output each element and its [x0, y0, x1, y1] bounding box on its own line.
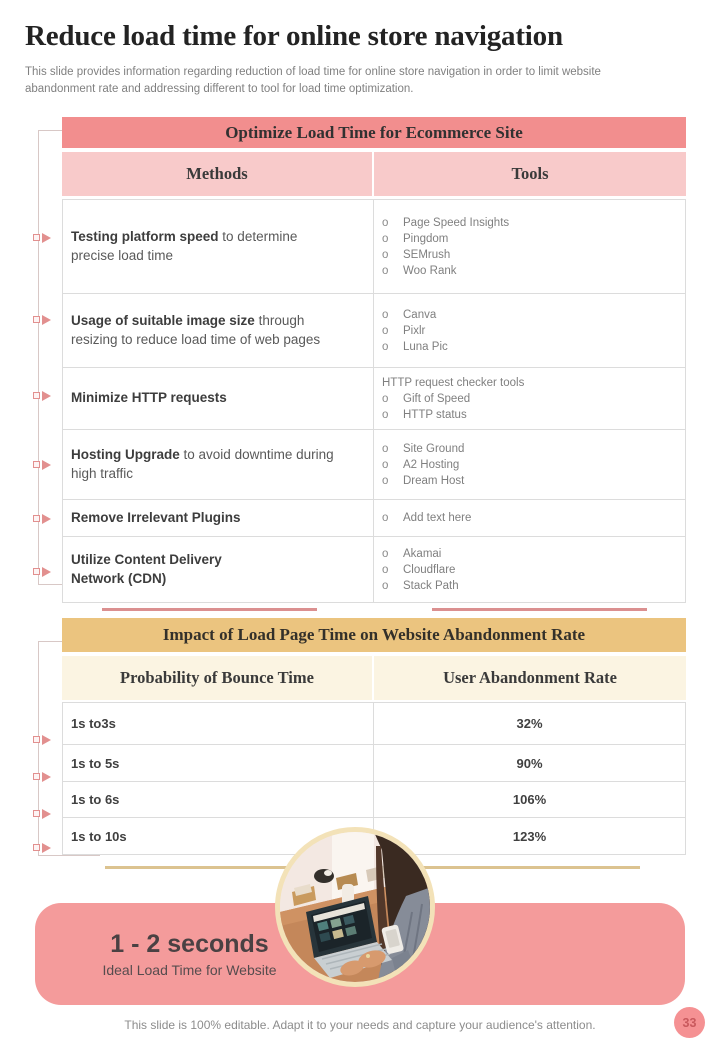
marker-square: [33, 234, 40, 241]
method-lead: Minimize HTTP requests: [71, 390, 227, 406]
tools-cell: [374, 537, 685, 602]
table-row: [63, 703, 685, 745]
method-lead: Usage of suitable image size: [71, 313, 255, 329]
marker-arrow: [42, 809, 51, 819]
method-rest: to determine precise load time: [71, 229, 298, 263]
tool-item: o Akamai: [382, 546, 681, 562]
impact-table-header-row: [62, 656, 686, 700]
tool-item: o Page Speed Insights: [382, 215, 681, 231]
method-rest: through resizing to reduce load time of web pages: [71, 313, 321, 347]
row-marker-icon: [33, 809, 53, 819]
bracket-line: [38, 641, 62, 642]
tool-item: o SEMrush: [382, 247, 681, 263]
method-rest: to avoid downtime during high traffic: [71, 447, 334, 481]
tool-item: o Stack Path: [382, 578, 681, 594]
bracket-line: [38, 130, 62, 131]
marker-square: [33, 515, 40, 522]
optimize-table-title: Optimize Load Time for Ecommerce Site: [62, 117, 686, 148]
marker-square: [33, 736, 40, 743]
bounce-time-cell: 1s to 5s: [63, 745, 374, 781]
row-marker-icon: [33, 735, 53, 745]
bounce-time-cell: 1s to 10s: [63, 818, 374, 854]
abandonment-rate-cell: 106%: [512, 792, 547, 807]
optimize-load-time-table: [62, 117, 686, 603]
bracket-line: [38, 584, 62, 585]
marker-square: [33, 844, 40, 851]
marker-arrow: [42, 567, 51, 577]
tool-item: o Cloudflare: [382, 562, 681, 578]
tool-item: o HTTP status: [382, 407, 681, 423]
abandonment-rate-cell: 90%: [516, 755, 543, 771]
marker-arrow: [42, 315, 51, 325]
impact-table-title: Impact of Load Page Time on Website Abandonment Rate: [62, 618, 686, 652]
footer-note: This slide is 100% editable. Adapt it to your needs and capture your audience's attention.: [124, 1018, 596, 1032]
table-row: [63, 294, 685, 368]
tools-cell: [374, 294, 685, 367]
page-subtitle: This slide provides information regarding reduction of load time for online store navigation in order to limit website abandonment rate and addressing different to tool for load time optimization.: [25, 66, 601, 96]
ideal-load-time-label: Ideal Load Time for Website: [102, 962, 277, 978]
marker-arrow: [42, 514, 51, 524]
abandonment-rate-cell: 32%: [516, 716, 543, 731]
bracket-line: [38, 641, 39, 855]
row-marker-icon: [33, 391, 53, 401]
table-row: [63, 368, 685, 430]
method-cell: [63, 200, 374, 293]
row-marker-icon: [33, 460, 53, 470]
marker-square: [33, 461, 40, 468]
method-cell: [63, 294, 374, 367]
marker-square: [33, 773, 40, 780]
abandonment-rate-column-header: User Abandonment Rate: [443, 668, 617, 687]
row-marker-icon: [33, 315, 53, 325]
tool-item: o Gift of Speed: [382, 391, 681, 407]
method-lead: Utilize Content Delivery Network (CDN): [71, 552, 222, 586]
abandonment-rate-cell: 123%: [512, 828, 547, 844]
marker-arrow: [42, 233, 51, 243]
marker-square: [33, 568, 40, 575]
row-marker-icon: [33, 772, 53, 782]
table-row: [63, 537, 685, 602]
marker-square: [33, 392, 40, 399]
underline-bar: [432, 608, 647, 611]
tool-item: o Add text here: [382, 510, 681, 526]
marker-square: [33, 810, 40, 817]
tools-cell: [374, 200, 685, 293]
tool-item: o Woo Rank: [382, 263, 681, 279]
methods-column-header: Methods: [62, 152, 374, 196]
bounce-time-cell: 1s to3s: [63, 703, 374, 744]
impact-table: [62, 618, 686, 855]
underline-bar: [102, 608, 317, 611]
method-cell: [63, 430, 374, 499]
marker-arrow: [42, 772, 51, 782]
method-lead: Remove Irrelevant Plugins: [71, 509, 241, 525]
tools-cell: [374, 368, 685, 429]
table-row: [63, 430, 685, 500]
marker-arrow: [42, 460, 51, 470]
row-marker-icon: [33, 233, 53, 243]
tools-cell: [374, 500, 685, 536]
marker-arrow: [42, 735, 51, 745]
row-marker-icon: [33, 843, 53, 853]
page-number-badge: 33: [674, 1007, 705, 1038]
tool-item: o Dream Host: [382, 473, 681, 489]
tools-cell: [374, 430, 685, 499]
optimize-table-header-row: [62, 152, 686, 196]
row-marker-icon: [33, 567, 53, 577]
marker-square: [33, 316, 40, 323]
tools-column-header: Tools: [511, 164, 549, 183]
method-cell: [63, 500, 374, 536]
table-row: [63, 745, 685, 782]
method-lead: Hosting Upgrade: [71, 447, 180, 463]
marker-arrow: [42, 843, 51, 853]
tool-item: o Canva: [382, 307, 681, 323]
method-cell: [63, 368, 374, 429]
ideal-load-time-text: [77, 903, 302, 1005]
table-row: [63, 200, 685, 294]
row-marker-icon: [33, 514, 53, 524]
table-row: [63, 782, 685, 818]
ideal-load-time-value: 1 - 2 seconds: [110, 930, 269, 958]
bracket-line: [38, 855, 100, 856]
tool-item: o Site Ground: [382, 441, 681, 457]
method-cell: [63, 537, 374, 602]
tool-item: o Luna Pic: [382, 339, 681, 355]
bounce-time-column-header: Probability of Bounce Time: [62, 656, 374, 700]
marker-arrow: [42, 391, 51, 401]
method-lead: Testing platform speed: [71, 229, 219, 245]
page-title: Reduce load time for online store navigation: [25, 20, 563, 52]
woman-typing-photo: [275, 827, 435, 987]
tools-intro: HTTP request checker tools: [382, 376, 525, 389]
tool-item: o A2 Hosting: [382, 457, 681, 473]
optimize-table-body: [62, 199, 686, 603]
tool-item: o Pixlr: [382, 323, 681, 339]
tool-item: o Pingdom: [382, 231, 681, 247]
table-row: [63, 500, 685, 537]
bounce-time-cell: 1s to 6s: [63, 782, 374, 817]
